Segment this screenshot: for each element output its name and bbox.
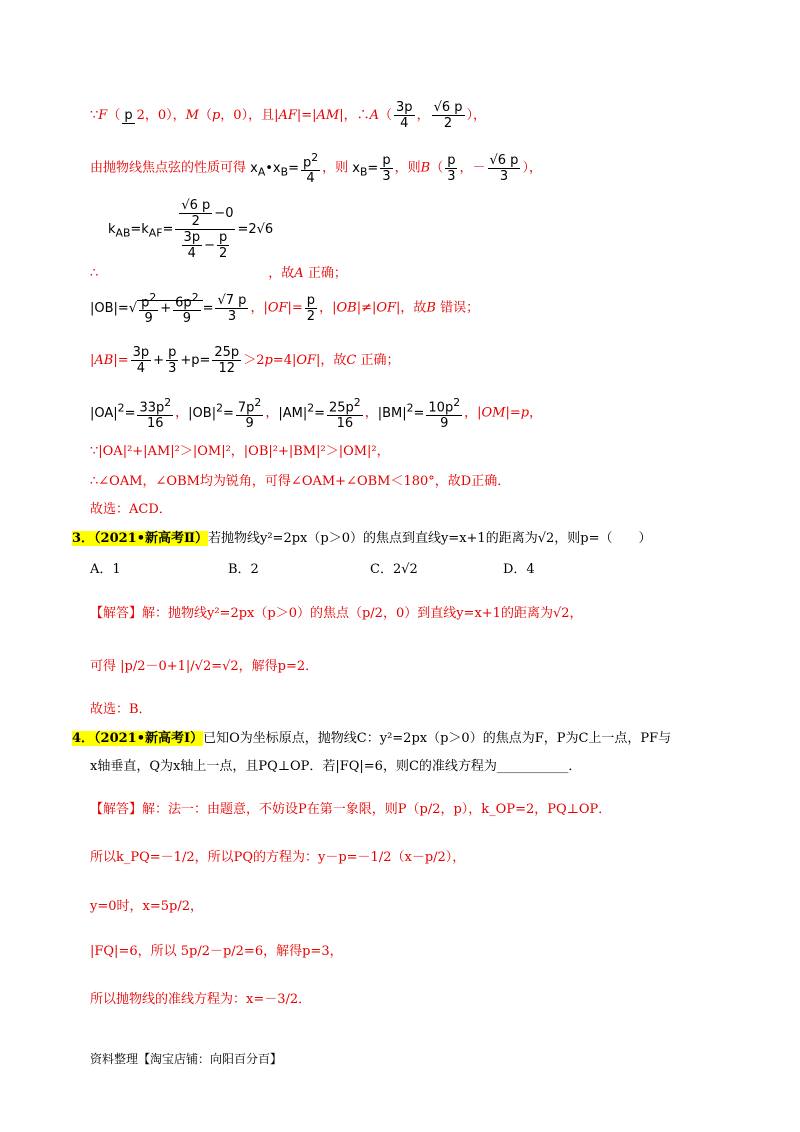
question4-answer-line3: y=0时，x=5p/2， <box>90 899 203 914</box>
question4-number: 4． <box>72 731 95 746</box>
solution2-line9: 故选：ACD． <box>90 502 172 517</box>
solution2-line1: ∵F（ p 2，0），M（p，0），且|AF|=|AM|，∴A（ $\frac{3p}{4}$ ， $\frac{√6 p}{2}$ ）， <box>90 100 487 131</box>
solution2-line2: 由抛物线焦点弦的性质可得 $x_A•x_B=$ $\frac{p^2}{4}$ ，则 $x_B=$ $\frac{p}{3}$ ，则B（ $\frac{p}{3}$ ，－ $\frac{√6 p}{3}$ ）， <box>90 151 542 187</box>
option-a: A．1 <box>90 562 121 577</box>
question4-source-tag: （2021•新高考Ⅰ） <box>94 731 204 746</box>
page-footer: 资料整理【淘宝店铺：向阳百分百】 <box>90 1052 283 1066</box>
question3-stem <box>72 527 651 546</box>
question4-stem-line2: x轴垂直，Q为x轴上一点，且PQ⊥OP．若|FQ|=6，则C的准线方程为___________． <box>90 759 582 774</box>
question4-stem-line1 <box>72 727 671 746</box>
solution2-line3b: ∴ ，故A 正确； <box>90 266 347 281</box>
question3-text: 若抛物线y²=2px（p＞0）的焦点到直线y=x+1的距离为√2，则p=（ ） <box>208 531 652 546</box>
question4-answer-line4: |FQ|=6，所以 5p/2－p/2=6，解得p=3， <box>90 944 343 959</box>
solution2-line5: |AB|= $\frac{3p}{4}$ + $\frac{p}{3}$ +p= $\frac{25p}{12}$ ＞2p=4|OF|，故C 正确； <box>90 345 400 376</box>
question4-text: 已知O为坐标原点，抛物线C：y²=2px（p＞0）的焦点为F，P为C上一点，PF与 <box>203 731 672 746</box>
solution2-line4: |OB|=√ $\frac{p^2}{9}$ + $\frac{6p^2}{9}$ = $\frac{√7 p}{3}$ ，|OF|= $\frac{p}{2}$ ，|OB|≠|OF|，故B 错误； <box>90 291 480 327</box>
option-d: D．4 <box>503 562 535 577</box>
question4-answer-line5: 所以抛物线的准线方程为：x=－3/2． <box>90 992 312 1007</box>
question4-answer-line1: 【解答】解：法一：由题意，不妨设P在第一象限，则P（p/2，p），k_OP=2，PQ⊥OP． <box>90 802 612 817</box>
question4-answer-line2: 所以k_PQ=－1/2，所以PQ的方程为：y－p=－1/2（x－p/2）， <box>90 850 466 865</box>
question3-source-tag: （2021•新高考Ⅱ） <box>94 531 208 546</box>
option-c: C．2√2 <box>370 562 418 577</box>
solution2-line7: ∵|OA|²+|AM|²＞|OM|²，|OB|²+|BM|²＞|OM|²， <box>90 444 390 459</box>
question3-answer-line3: 故选：B． <box>90 702 152 717</box>
option-b: B．2 <box>228 562 259 577</box>
question3-number: 3． <box>72 531 95 546</box>
solution2-line8: ∴∠OAM，∠OBM均为锐角，可得∠OAM+∠OBM＜180°，故D正确． <box>90 474 511 489</box>
question3-answer-line1: 【解答】解：抛物线y²=2px（p＞0）的焦点（p/2，0）到直线y=x+1的距离为√2， <box>90 606 583 621</box>
question3-answer-line2: 可得 |p/2－0+1|/√2=√2，解得p=2． <box>90 659 319 674</box>
solution2-line3: $k_{AB}=k_{AF}=$ $\frac{√6 p}{2}$ −0 $\frac{3p}{4}$ − $\frac{p}{2}$ =2√6 <box>108 198 274 261</box>
solution2-line6: $|OA|^2=$ $\frac{33p^2}{16}$ ，$|OB|^2=$ $\frac{7p^2}{9}$ ，$|AM|^2=$ $\frac{25p^2}{16}$ ，$|BM|^2=$ $\frac{10p^2}{9}$ ，|OM|=p， <box>90 396 543 432</box>
